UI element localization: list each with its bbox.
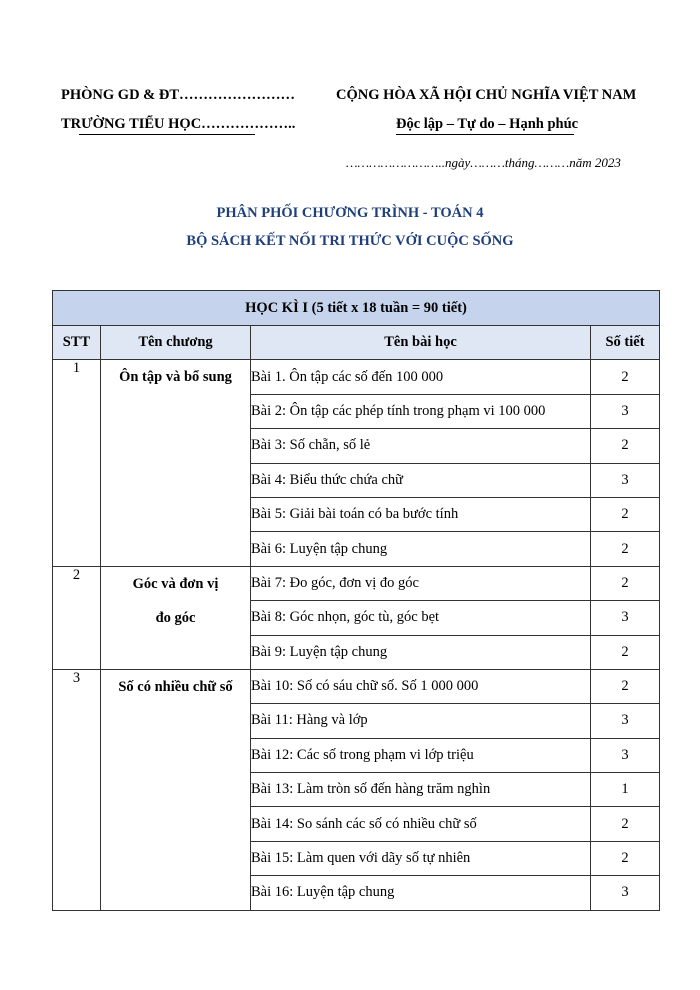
chapter-name-line: Góc và đơn vị	[132, 575, 219, 592]
lesson-name: Bài 3: Số chẵn, số lẻ	[251, 429, 591, 463]
lesson-periods: 3	[591, 704, 660, 738]
col-header-chapter: Tên chương	[101, 326, 251, 360]
school-label: TRƯỜNG TIỂU HỌC………………..	[61, 116, 296, 132]
lesson-periods: 3	[591, 876, 660, 910]
lesson-periods: 2	[591, 669, 660, 703]
lesson-periods: 3	[591, 463, 660, 497]
national-motto: Độc lập – Tự do – Hạnh phúc	[396, 116, 579, 132]
lesson-name: Bài 13: Làm tròn số đến hàng trăm nghìn	[251, 773, 591, 807]
lesson-name: Bài 8: Góc nhọn, góc tù, góc bẹt	[251, 601, 591, 635]
chapter-number: 2	[53, 566, 101, 669]
lesson-name: Bài 2: Ôn tập các phép tính trong phạm vi 100 000	[251, 394, 591, 428]
chapter-number: 3	[53, 669, 101, 910]
lesson-periods: 2	[591, 635, 660, 669]
date-line: ……………………..ngày………tháng………năm 2023	[346, 155, 621, 170]
lesson-periods: 2	[591, 532, 660, 566]
lesson-periods: 1	[591, 773, 660, 807]
col-header-periods: Số tiết	[591, 326, 660, 360]
lesson-name: Bài 16: Luyện tập chung	[251, 876, 591, 910]
chapter-name: Số có nhiều chữ số	[101, 669, 251, 910]
lesson-periods: 2	[591, 841, 660, 875]
lesson-name: Bài 14: So sánh các số có nhiều chữ số	[251, 807, 591, 841]
department-label: PHÒNG GD & ĐT……………………	[61, 87, 296, 103]
chapter-name: Ôn tập và bổ sung	[101, 360, 251, 566]
lesson-name: Bài 6: Luyện tập chung	[251, 532, 591, 566]
lesson-periods: 2	[591, 360, 660, 394]
document-subtitle: BỘ SÁCH KẾT NỐI TRI THỨC VỚI CUỘC SỐNG	[186, 233, 514, 249]
lesson-name: Bài 10: Số có sáu chữ số. Số 1 000 000	[251, 669, 591, 703]
lesson-periods: 3	[591, 738, 660, 772]
lesson-periods: 3	[591, 601, 660, 635]
document-title: PHÂN PHỐI CHƯƠNG TRÌNH - TOÁN 4	[216, 205, 484, 221]
national-title: CỘNG HÒA XÃ HỘI CHỦ NGHĨA VIỆT NAM	[336, 87, 637, 103]
semester-header: HỌC KÌ I (5 tiết x 18 tuần = 90 tiết)	[53, 291, 660, 326]
chapter-number: 1	[53, 360, 101, 566]
table-row	[53, 669, 660, 703]
lesson-name: Bài 4: Biểu thức chứa chữ	[251, 463, 591, 497]
school-underline	[79, 134, 255, 135]
lesson-name: Bài 15: Làm quen với dãy số tự nhiên	[251, 841, 591, 875]
lesson-periods: 2	[591, 429, 660, 463]
table-row	[53, 566, 660, 600]
lesson-periods: 2	[591, 566, 660, 600]
lesson-name: Bài 9: Luyện tập chung	[251, 635, 591, 669]
lesson-name: Bài 1. Ôn tập các số đến 100 000	[251, 360, 591, 394]
column-header-row	[53, 326, 660, 360]
lesson-name: Bài 11: Hàng và lớp	[251, 704, 591, 738]
semester-row	[53, 291, 660, 326]
chapter-name-line: đo góc	[155, 609, 196, 626]
motto-underline	[396, 134, 574, 135]
lesson-name: Bài 5: Giải bài toán có ba bước tính	[251, 497, 591, 531]
lesson-name: Bài 12: Các số trong phạm vi lớp triệu	[251, 738, 591, 772]
lesson-periods: 2	[591, 497, 660, 531]
chapter-name	[101, 566, 251, 669]
lesson-periods: 2	[591, 807, 660, 841]
col-header-lesson: Tên bài học	[251, 326, 591, 360]
table-row	[53, 360, 660, 394]
col-header-stt: STT	[53, 326, 101, 360]
curriculum-table	[52, 290, 660, 911]
lesson-periods: 3	[591, 394, 660, 428]
lesson-name: Bài 7: Đo góc, đơn vị đo góc	[251, 566, 591, 600]
